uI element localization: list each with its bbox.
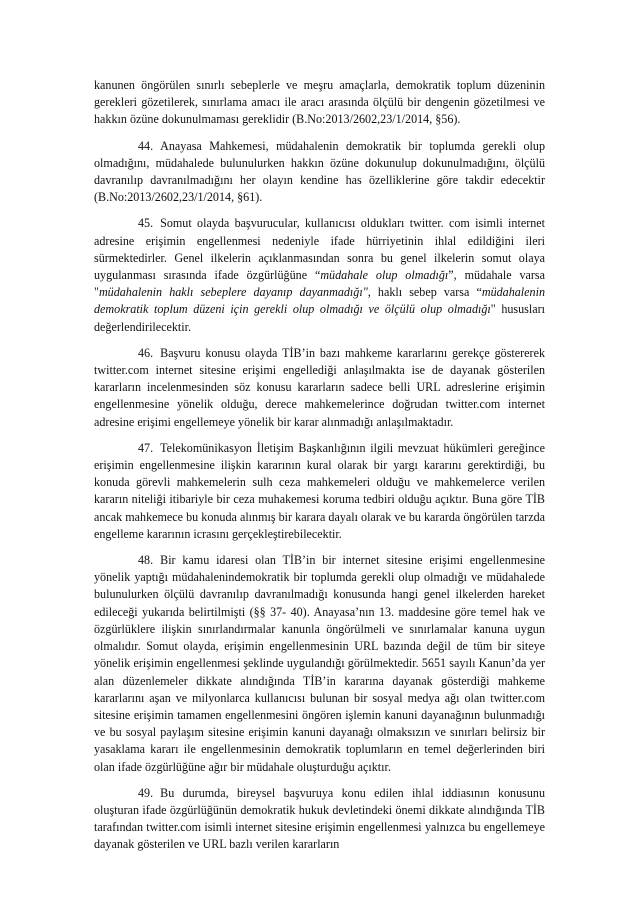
- paragraph-text: Başvuru konusu olayda TİB’in bazı mahkeme kararlarını gerekçe göstererek twitter.com internet sitesine erişimi engellediği anlaşılmakta ise de dayanak gösterilen kararların incelenmesinden söz konusu kararların sadece belli URL adreslerine erişimin engellenmesine yönelik olduğu, derece mahkemelerince doğrudan twitter.com internet adresine erişimi engellemeye yönelik bir karar alınmadığı anlaşılmaktadır.: [94, 345, 545, 429]
- paragraph-47: [94, 440, 545, 543]
- paragraph-45: [94, 215, 545, 335]
- paragraph-text: kanunen öngörülen sınırlı sebeplerle ve meşru amaçlarla, demokratik toplum düzeninin gerekleri gözetilerek, sınırlama amacı ile aracı arasında ölçülü bir dengenin gözetilmesi ve hakkın özüne dokunulmaması gereklidir (B.No:2013/2602,23/1/2014, §56).: [94, 78, 545, 127]
- paragraph-number: 49.: [138, 785, 154, 800]
- paragraph-text: Anayasa Mahkemesi, müdahalenin demokratik bir toplumda gerekli olup olmadığını, müdahalede bulunulurken hakkın özüne dokunulup dokunulmadığını, ölçülü davranılıp davranılmadığını her olayın kendine has özelliklerine göre takdir edecektir (B.No:2013/2602,23/1/2014, §61).: [94, 138, 545, 205]
- paragraph-text: Telekomünikasyon İletişim Başkanlığının ilgili mevzuat hükümleri gereğince erişimin engellenmesine ilişkin kararının kural olarak bir yargı kararını gerektirdiği, bu konuda görevli mahkemelerin sulh ceza mahkemeleri olduğu ve mahkemelerce verilen kararın niteliği itibariyle bir ceza muhakemesi koruma tedbiri olduğu açıktır. Buna göre TİB ancak mahkemece bu konuda alınmış bir karara dayalı olarak ve bu kararda öngörülen tarzda engelleme kararının icrasını gerçekleştirebilecektir.: [94, 440, 545, 541]
- italic-quote: müdahale olup olmadığı: [320, 268, 449, 283]
- paragraph-43-continuation: [94, 77, 545, 129]
- paragraph-text: Bu durumda, bireysel başvuruya konu edilen ihlal iddiasının konusunu oluşturan ifade özgürlüğünün demokratik hukuk devletindeki önemi dikkate alındığında TİB tarafından twitter.com isimli internet sitesine erişimin engellenmesi yalnızca bu engellemeye dayanak gösterilen ve URL bazlı verilen kararların: [94, 785, 545, 852]
- paragraph-text-part: " hususları değerlendirilecektir.: [94, 302, 545, 334]
- paragraph-44: [94, 138, 545, 207]
- paragraph-text-part: ”, müdahale varsa ": [94, 268, 545, 300]
- italic-quote: müdahalenin haklı sebeplere dayanıp dayanmadığı",: [98, 285, 371, 300]
- paragraph-text-part: haklı sebep varsa “: [370, 285, 482, 300]
- paragraph-number: 48.: [138, 553, 154, 568]
- italic-quote: müdahalenin demokratik toplum düzeni için gerekli olup olmadığı ve ölçülü olup olmadığı: [94, 285, 545, 317]
- paragraph-text: Bir kamu idaresi olan TİB’in bir internet sitesine erişimi engellenmesine yönelik yaptığı müdahalenindemokratik bir toplumda gerekli olup olmadığı ve müdahalede bulunulurken ölçülü davranılıp davranılmadığı konusunda hangi genel ilkelerden hareket edileceği yukarıda belirtilmişti (§§ 37- 40). Anayasa’nın 13. maddesine göre temel hak ve özgürlüklere ilişkin sınırlandırmalar kanunla öngörülmeli ve sınırlamalar kanuna uygun olmalıdır. Somut olayda, erişimin engellenmesinin URL bazında değil de tüm bir siteye yönelik erişimin engellenmesi şeklinde uygulandığı görülmektedir. 5651 sayılı Kanun’da yer alan düzenlemeler dikkate alındığında TİB’in kararına dayanak gösterdiği mahkeme kararlarını aşan ve milyonlarca kullanıcısı bulunan bir sosyal medya ağı olan twitter.com sitesine erişimin tamamen engellenmesini öngören işlemin kanuni dayanağının bulunmadığı ve bu sosyal paylaşım sitesine erişimin kanuni dayanağı olmaksızın ve sınırları belirsiz bir yasaklama kararı ile engellenmesinin demokratik toplumların en temel değerlerinden biri olan ifade özgürlüğüne ağır bir müdahale oluşturduğu açıktır.: [94, 553, 545, 774]
- paragraph-48: [94, 552, 545, 776]
- paragraph-number: 44.: [138, 138, 154, 153]
- paragraph-46: [94, 345, 545, 431]
- paragraph-49: [94, 785, 545, 854]
- paragraph-number: 47.: [138, 440, 154, 455]
- document-page: [94, 77, 545, 863]
- paragraph-number: 45.: [138, 216, 154, 231]
- paragraph-number: 46.: [138, 345, 154, 360]
- paragraph-text-part: Somut olayda başvurucular, kullanıcısı oldukları twitter. com isimli internet adresine erişimin engellenmesi nedeniyle ifade hürriyetinin ihlal edildiğini ileri sürmektedirler. Genel ilkelerin açıklanmasından sonra bu genel ilkelerin somut olaya uygulanması sırasında ifade özgürlüğüne “: [94, 216, 545, 283]
